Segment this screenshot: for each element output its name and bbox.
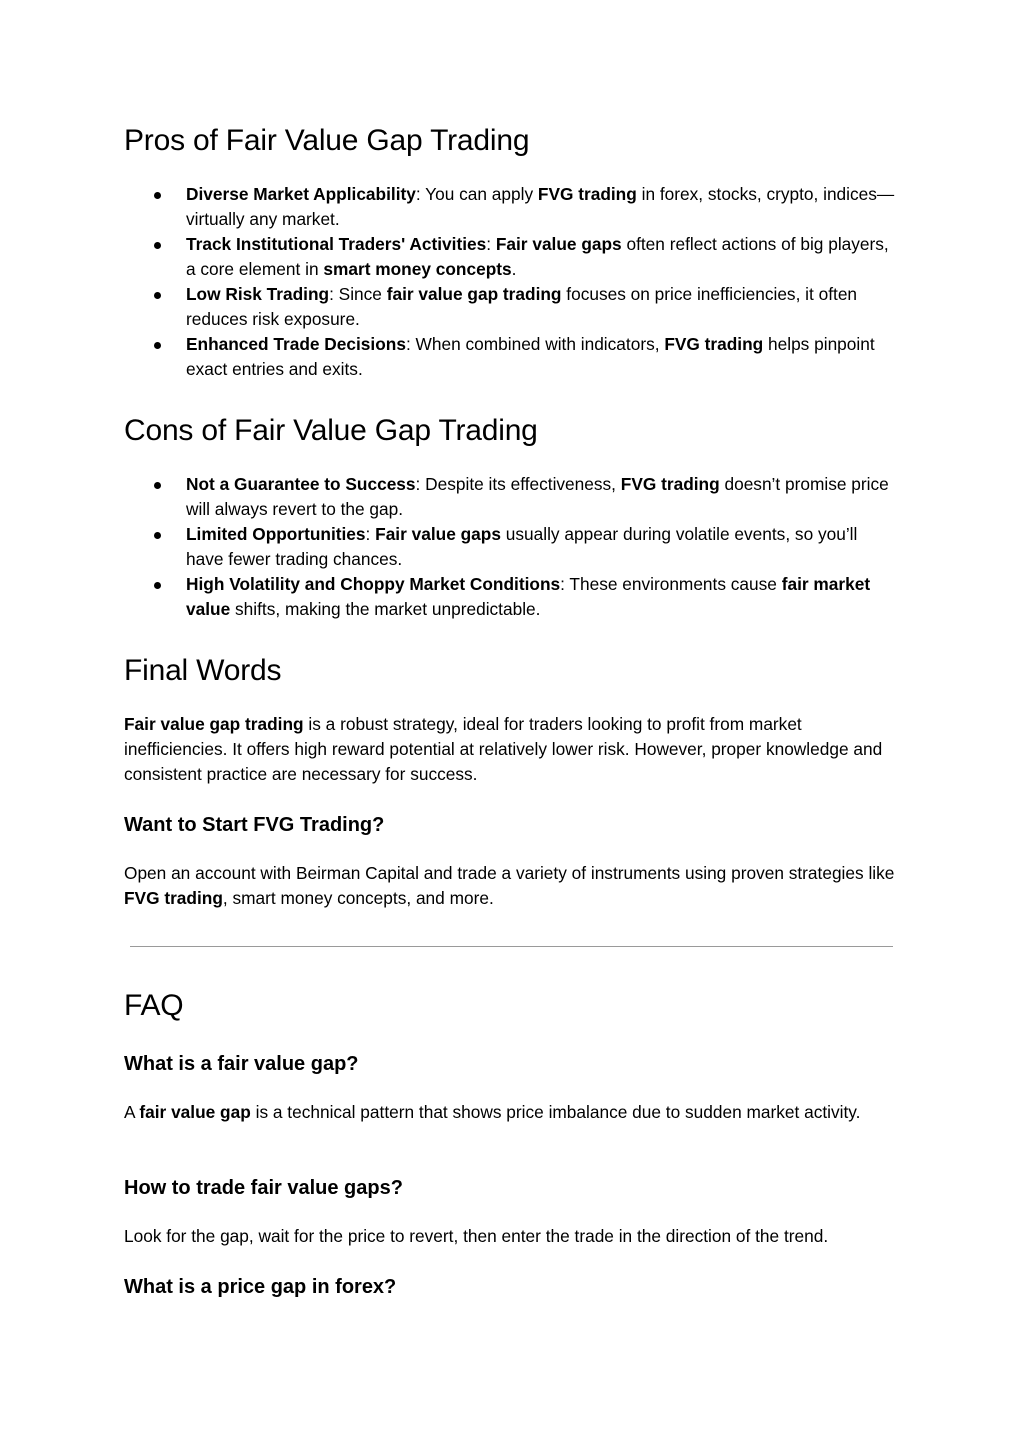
text: : Despite its effectiveness,: [415, 474, 621, 494]
bold-text: Fair value gap trading: [124, 714, 304, 734]
bullet-icon: [154, 292, 161, 299]
term: Limited Opportunities: [186, 524, 366, 544]
text: focuses on price inefficiencies, it often reduces risk exposure.: [186, 284, 858, 329]
bold-text: FVG trading: [124, 888, 223, 908]
text: helps pinpoint exact entries and exits.: [186, 334, 875, 379]
text: shifts, making the market unpredictable.: [230, 599, 541, 619]
text: usually appear during volatile events, so you’ll have fewer trading chances.: [186, 524, 858, 569]
final-words-heading: Final Words: [124, 654, 282, 687]
list-item: [124, 332, 896, 382]
text: Open an account with Beirman Capital and trade a variety of instruments using proven strategies like: [124, 863, 895, 883]
text: , smart money concepts, and more.: [222, 888, 494, 908]
bold-text: FVG trading: [537, 184, 637, 204]
list-item: [124, 522, 896, 572]
bullet-icon: [154, 582, 161, 589]
text: :: [486, 234, 496, 254]
bold-text: fair market value: [186, 574, 871, 619]
bold-text: fair value gap trading: [386, 284, 562, 304]
text: : These environments cause: [560, 574, 782, 594]
text: often reflect actions of big players, a core element in: [186, 234, 889, 279]
final-words-paragraph: [124, 712, 899, 787]
faq-question-2: How to trade fair value gaps?: [124, 1177, 403, 1199]
bold-text: smart money concepts: [323, 259, 512, 279]
bold-text: fair value gap: [139, 1102, 251, 1122]
text: A: [124, 1102, 140, 1122]
list-item: [124, 282, 896, 332]
text: : When combined with indicators,: [405, 334, 665, 354]
faq-heading: FAQ: [124, 989, 184, 1022]
term: Low Risk Trading: [186, 284, 330, 304]
text: : You can apply: [415, 184, 538, 204]
term: Track Institutional Traders' Activities: [186, 234, 487, 254]
faq-question-1: What is a fair value gap?: [124, 1053, 359, 1075]
faq-question-3: What is a price gap in forex?: [124, 1276, 397, 1298]
text: is a technical pattern that shows price imbalance due to sudden market activity.: [250, 1102, 861, 1122]
pros-heading: Pros of Fair Value Gap Trading: [124, 124, 530, 157]
cons-list: [124, 472, 904, 622]
bold-text: Fair value gaps: [375, 524, 501, 544]
bullet-icon: [154, 242, 161, 249]
start-heading: Want to Start FVG Trading?: [124, 814, 385, 836]
faq-answer-1: [124, 1100, 899, 1125]
start-paragraph: [124, 861, 899, 911]
faq-answer-2: Look for the gap, wait for the price to revert, then enter the trade in the direction of the trend.: [124, 1226, 829, 1246]
list-item: [124, 182, 896, 232]
bullet-icon: [154, 482, 161, 489]
horizontal-divider: [130, 946, 893, 947]
text: .: [511, 259, 517, 279]
text: in forex, stocks, crypto, indices—virtually any market.: [186, 184, 895, 229]
pros-list: [124, 182, 904, 382]
bold-text: FVG trading: [664, 334, 764, 354]
bullet-icon: [154, 192, 161, 199]
text: :: [365, 524, 376, 544]
cons-heading: Cons of Fair Value Gap Trading: [124, 414, 538, 447]
term: Enhanced Trade Decisions: [186, 334, 406, 354]
text: : Since: [329, 284, 387, 304]
bullet-icon: [154, 342, 161, 349]
bold-text: FVG trading: [620, 474, 720, 494]
list-item: [124, 232, 896, 282]
term: High Volatility and Choppy Market Conditions: [186, 574, 561, 594]
bullet-icon: [154, 532, 161, 539]
text: is a robust strategy, ideal for traders looking to profit from market inefficiencies. It offers high reward potential at relatively lower risk. However, proper knowledge and consistent practice are necessary for success.: [124, 714, 883, 784]
text: doesn’t promise price will always revert to the gap.: [186, 474, 889, 519]
list-item: [124, 472, 896, 522]
term: Not a Guarantee to Success: [186, 474, 416, 494]
term: Diverse Market Applicability: [186, 184, 416, 204]
list-item: [124, 572, 896, 622]
bold-text: Fair value gaps: [495, 234, 622, 254]
